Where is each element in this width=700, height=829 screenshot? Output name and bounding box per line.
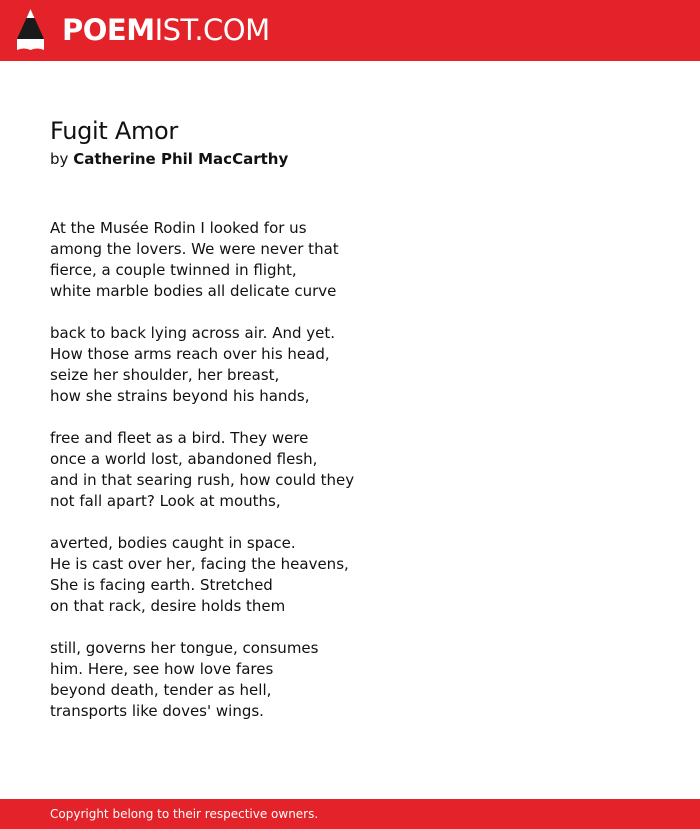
poem-line: transports like doves' wings. — [50, 702, 264, 720]
brand-light: IST.COM — [154, 13, 270, 47]
copyright-text: Copyright belong to their respective owners. — [50, 807, 319, 821]
poem-line: white marble bodies all delicate curve — [50, 282, 337, 300]
stanza — [50, 638, 650, 722]
poem-line: once a world lost, abandoned flesh, — [50, 450, 318, 468]
poem-line: him. Here, see how love fares — [50, 660, 274, 678]
poem-line: not fall apart? Look at mouths, — [50, 492, 281, 510]
poem-body — [50, 218, 650, 743]
poem-line: seize her shoulder, her breast, — [50, 366, 280, 384]
by-label: by — [50, 150, 69, 168]
site-footer — [0, 799, 700, 829]
poem-line: She is facing earth. Stretched — [50, 576, 273, 594]
site-header — [0, 0, 700, 61]
poem-line: how she strains beyond his hands, — [50, 387, 310, 405]
poem-line: back to back lying across air. And yet. — [50, 324, 336, 342]
stanza — [50, 218, 650, 302]
byline — [50, 148, 288, 170]
poem-author: Catherine Phil MacCarthy — [73, 150, 289, 168]
pencil-tip-icon[interactable] — [17, 9, 44, 51]
poem-line: fierce, a couple twinned in flight, — [50, 261, 297, 279]
poem-line: and in that searing rush, how could they — [50, 471, 355, 489]
stanza — [50, 428, 650, 512]
poem-line: At the Musée Rodin I looked for us — [50, 219, 307, 237]
poem-line: still, governs her tongue, consumes — [50, 639, 319, 657]
brand-bold: POEM — [62, 13, 155, 47]
poem-line: beyond death, tender as hell, — [50, 681, 272, 699]
poem-line: averted, bodies caught in space. — [50, 534, 296, 552]
site-logo-text[interactable] — [62, 13, 270, 47]
poem-line: free and fleet as a bird. They were — [50, 429, 309, 447]
poem-title: Fugit Amor — [50, 117, 178, 145]
poem-line: on that rack, desire holds them — [50, 597, 286, 615]
stanza — [50, 533, 650, 617]
stanza — [50, 323, 650, 407]
poem-line: He is cast over her, facing the heavens, — [50, 555, 349, 573]
poem-line: How those arms reach over his head, — [50, 345, 330, 363]
poem-line: among the lovers. We were never that — [50, 240, 339, 258]
